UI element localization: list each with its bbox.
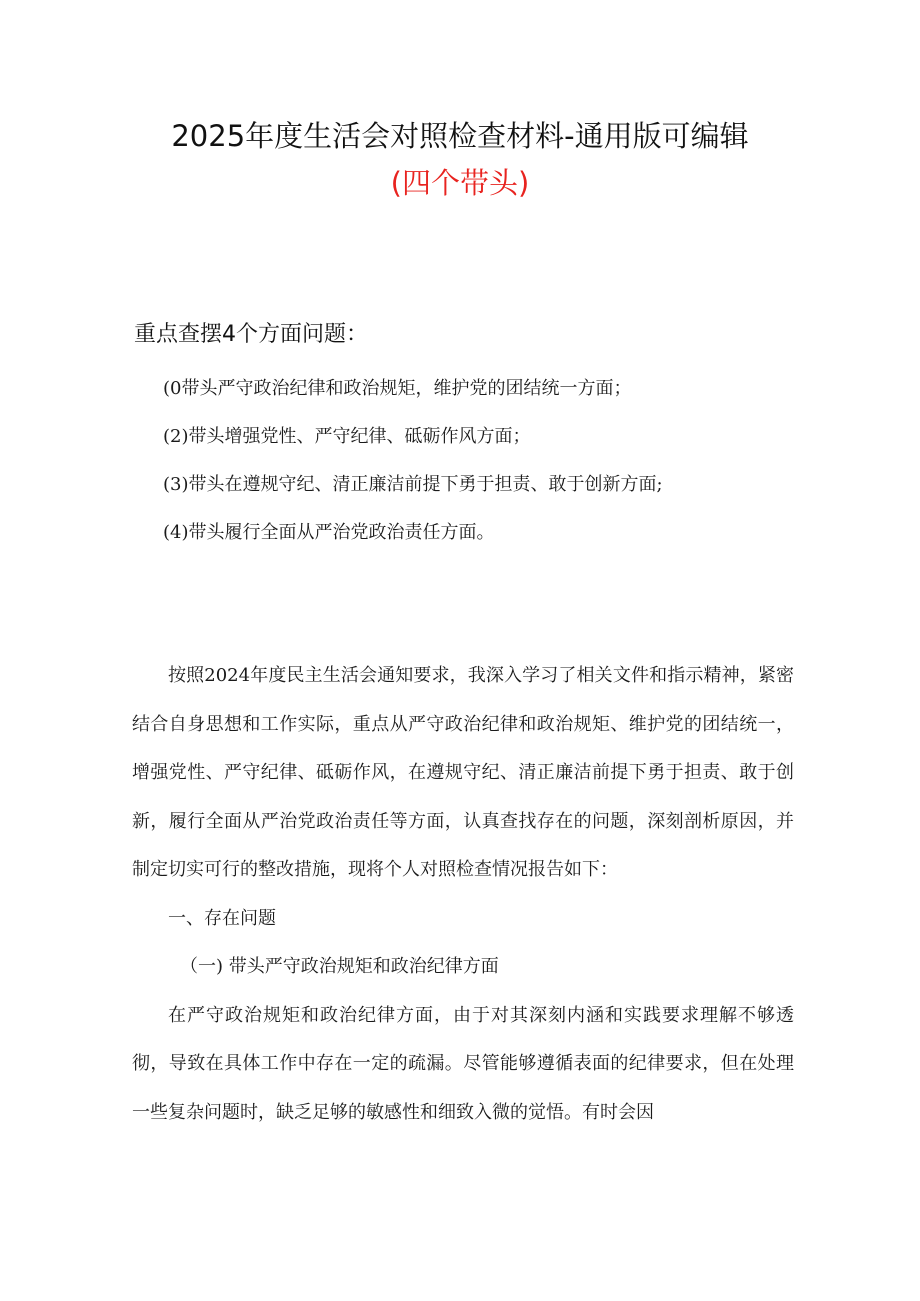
focus-item: (0带头严守政治纪律和政治规矩，维护党的团结统一方面； bbox=[163, 378, 632, 399]
intro-paragraph: 按照2024年度民主生活会通知要求，我深入学习了相关文件和指示精神，紧密结合自身思想和工作实际，重点从严守政治纪律和政治规矩、维护党的团结统一，增强党性、严守纪律、砥砺作风，在遵规守纪、清正廉洁前提下勇于担责、敢于创新，履行全面从严治党政治责任等方面，认真查找存在的问题，深刻剖析原因，并制定切实可行的整改措施，现将个人对照检查情况报告如下： bbox=[132, 665, 794, 880]
focus-item: (2)带头增强党性、严守纪律、砥砺作风方面； bbox=[163, 426, 531, 447]
document-subtitle: (四个带头) bbox=[390, 166, 530, 200]
focus-item: (4)带头履行全面从严治党政治责任方面。 bbox=[163, 522, 495, 543]
heading-political-discipline: （一) 带头严守政治规矩和政治纪律方面 bbox=[180, 956, 499, 977]
document-title: 2025年度生活会对照检查材料-通用版可编辑 bbox=[171, 119, 749, 153]
focus-list bbox=[163, 373, 663, 565]
discipline-paragraph: 在严守政治规矩和政治纪律方面，由于对其深刻内涵和实践要求理解不够透彻，导致在具体工作中存在一定的疏漏。尽管能够遵循表面的纪律要求，但在处理一些复杂问题时，缺乏足够的敏感性和细致入微的觉悟。有时会因 bbox=[132, 1004, 794, 1123]
body-text bbox=[132, 652, 794, 1137]
heading-existing-problems: 一、存在问题 bbox=[168, 907, 276, 929]
focus-item: (3)带头在遵规守纪、清正廉洁前提下勇于担责、敢于创新方面; bbox=[163, 474, 663, 495]
section-heading: 重点查摆4个方面问题： bbox=[134, 322, 368, 347]
